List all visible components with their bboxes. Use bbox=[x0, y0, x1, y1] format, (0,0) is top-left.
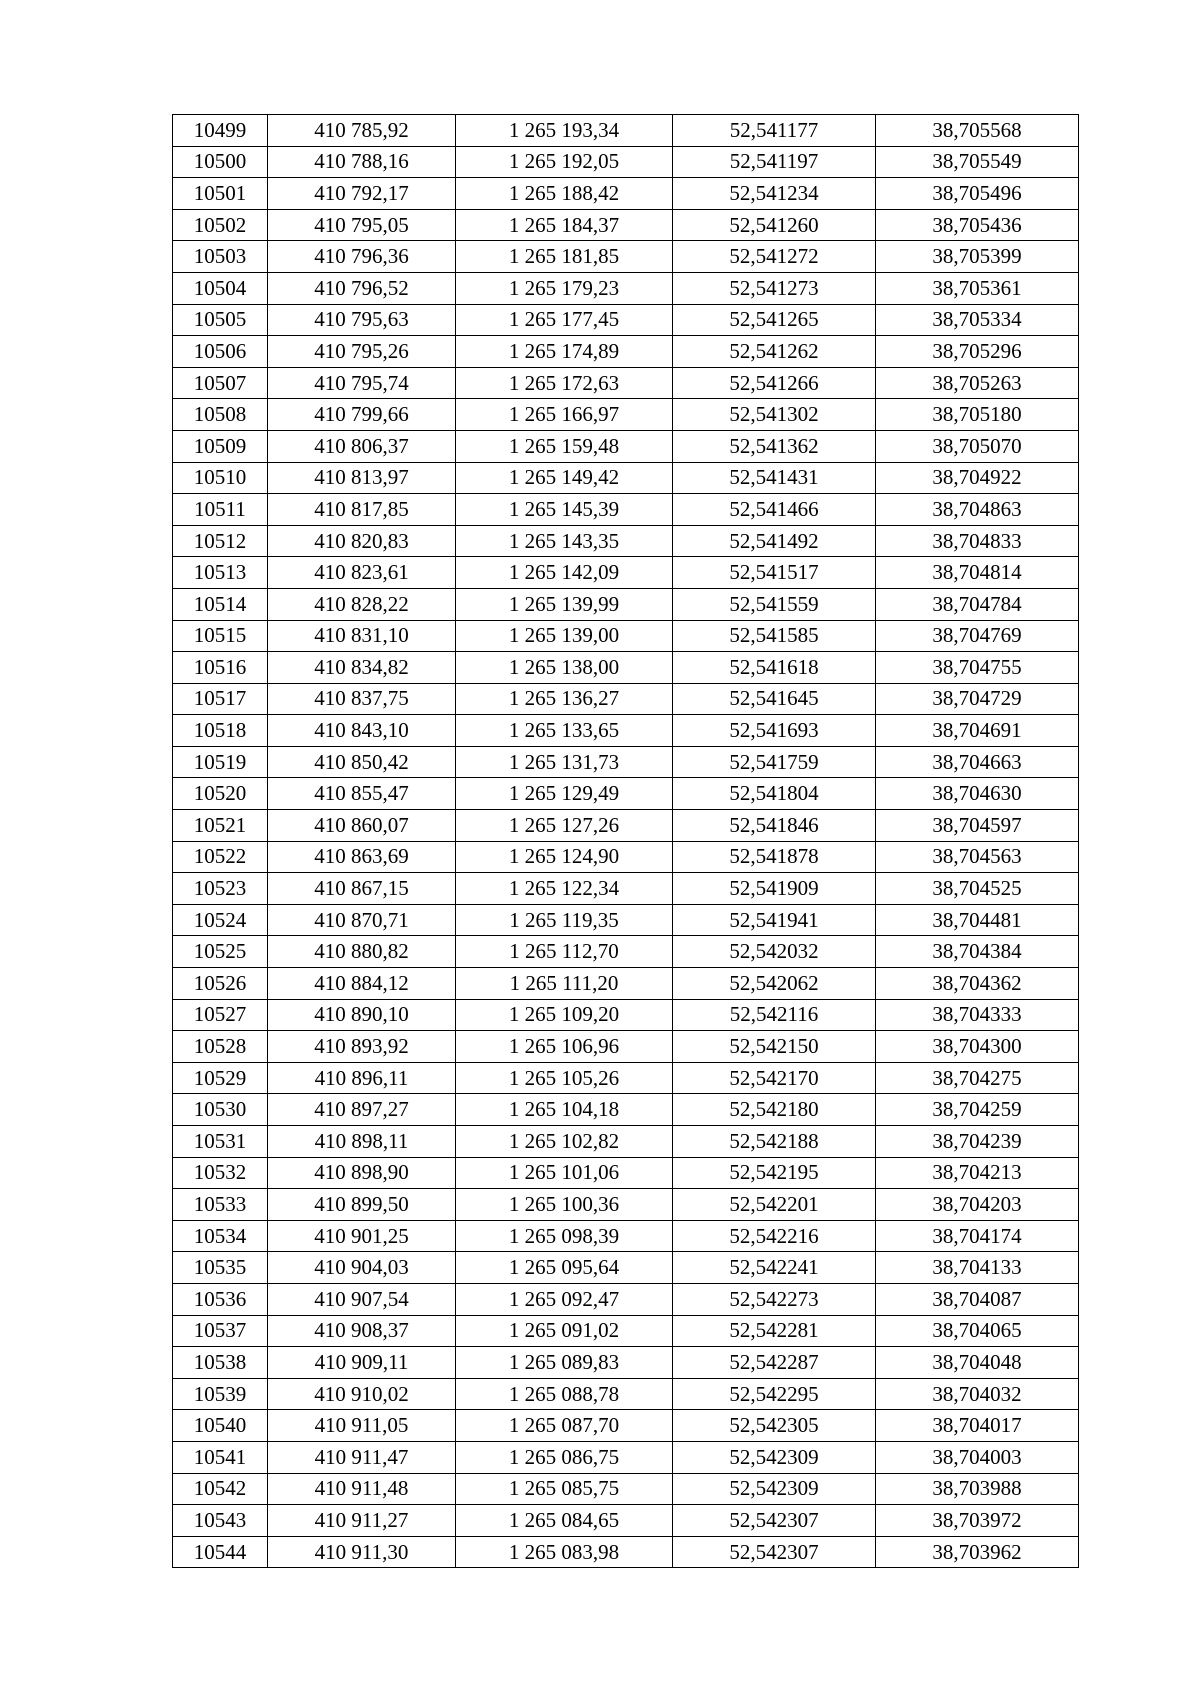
point-number-cell: 10523 bbox=[173, 873, 268, 905]
x-coordinate-cell: 410 899,50 bbox=[268, 1189, 456, 1221]
point-number-cell: 10508 bbox=[173, 399, 268, 431]
x-coordinate-cell: 410 795,05 bbox=[268, 209, 456, 241]
latitude-cell: 52,542309 bbox=[673, 1473, 876, 1505]
x-coordinate-cell: 410 863,69 bbox=[268, 841, 456, 873]
longitude-cell: 38,703972 bbox=[876, 1505, 1079, 1537]
table-row bbox=[173, 588, 1079, 620]
point-number-cell: 10532 bbox=[173, 1157, 268, 1189]
x-coordinate-cell: 410 911,27 bbox=[268, 1505, 456, 1537]
longitude-cell: 38,704814 bbox=[876, 557, 1079, 589]
y-coordinate-cell: 1 265 119,35 bbox=[456, 904, 673, 936]
point-number-cell: 10503 bbox=[173, 241, 268, 273]
x-coordinate-cell: 410 870,71 bbox=[268, 904, 456, 936]
y-coordinate-cell: 1 265 111,20 bbox=[456, 968, 673, 1000]
x-coordinate-cell: 410 911,47 bbox=[268, 1441, 456, 1473]
y-coordinate-cell: 1 265 133,65 bbox=[456, 715, 673, 747]
x-coordinate-cell: 410 837,75 bbox=[268, 683, 456, 715]
table-row bbox=[173, 999, 1079, 1031]
latitude-cell: 52,541466 bbox=[673, 494, 876, 526]
longitude-cell: 38,704729 bbox=[876, 683, 1079, 715]
point-number-cell: 10519 bbox=[173, 746, 268, 778]
y-coordinate-cell: 1 265 098,39 bbox=[456, 1220, 673, 1252]
table-row bbox=[173, 778, 1079, 810]
table-row bbox=[173, 715, 1079, 747]
longitude-cell: 38,704213 bbox=[876, 1157, 1079, 1189]
point-number-cell: 10522 bbox=[173, 841, 268, 873]
longitude-cell: 38,704863 bbox=[876, 494, 1079, 526]
x-coordinate-cell: 410 860,07 bbox=[268, 810, 456, 842]
latitude-cell: 52,541431 bbox=[673, 462, 876, 494]
latitude-cell: 52,542180 bbox=[673, 1094, 876, 1126]
table-row bbox=[173, 1189, 1079, 1221]
point-number-cell: 10534 bbox=[173, 1220, 268, 1252]
table-row bbox=[173, 1157, 1079, 1189]
longitude-cell: 38,704563 bbox=[876, 841, 1079, 873]
longitude-cell: 38,705496 bbox=[876, 178, 1079, 210]
x-coordinate-cell: 410 855,47 bbox=[268, 778, 456, 810]
longitude-cell: 38,704384 bbox=[876, 936, 1079, 968]
latitude-cell: 52,542188 bbox=[673, 1126, 876, 1158]
y-coordinate-cell: 1 265 083,98 bbox=[456, 1536, 673, 1568]
y-coordinate-cell: 1 265 109,20 bbox=[456, 999, 673, 1031]
longitude-cell: 38,704300 bbox=[876, 1031, 1079, 1063]
point-number-cell: 10515 bbox=[173, 620, 268, 652]
longitude-cell: 38,704755 bbox=[876, 652, 1079, 684]
y-coordinate-cell: 1 265 101,06 bbox=[456, 1157, 673, 1189]
latitude-cell: 52,541272 bbox=[673, 241, 876, 273]
longitude-cell: 38,704922 bbox=[876, 462, 1079, 494]
x-coordinate-cell: 410 796,52 bbox=[268, 272, 456, 304]
y-coordinate-cell: 1 265 188,42 bbox=[456, 178, 673, 210]
latitude-cell: 52,541804 bbox=[673, 778, 876, 810]
point-number-cell: 10514 bbox=[173, 588, 268, 620]
x-coordinate-cell: 410 909,11 bbox=[268, 1347, 456, 1379]
latitude-cell: 52,542287 bbox=[673, 1347, 876, 1379]
x-coordinate-cell: 410 831,10 bbox=[268, 620, 456, 652]
y-coordinate-cell: 1 265 104,18 bbox=[456, 1094, 673, 1126]
x-coordinate-cell: 410 884,12 bbox=[268, 968, 456, 1000]
latitude-cell: 52,542201 bbox=[673, 1189, 876, 1221]
latitude-cell: 52,541878 bbox=[673, 841, 876, 873]
x-coordinate-cell: 410 911,30 bbox=[268, 1536, 456, 1568]
latitude-cell: 52,542309 bbox=[673, 1441, 876, 1473]
longitude-cell: 38,704784 bbox=[876, 588, 1079, 620]
latitude-cell: 52,541618 bbox=[673, 652, 876, 684]
x-coordinate-cell: 410 907,54 bbox=[268, 1283, 456, 1315]
point-number-cell: 10504 bbox=[173, 272, 268, 304]
point-number-cell: 10543 bbox=[173, 1505, 268, 1537]
point-number-cell: 10529 bbox=[173, 1062, 268, 1094]
longitude-cell: 38,705070 bbox=[876, 430, 1079, 462]
point-number-cell: 10525 bbox=[173, 936, 268, 968]
point-number-cell: 10512 bbox=[173, 525, 268, 557]
y-coordinate-cell: 1 265 181,85 bbox=[456, 241, 673, 273]
point-number-cell: 10524 bbox=[173, 904, 268, 936]
latitude-cell: 52,541234 bbox=[673, 178, 876, 210]
x-coordinate-cell: 410 795,26 bbox=[268, 336, 456, 368]
latitude-cell: 52,541941 bbox=[673, 904, 876, 936]
table-row bbox=[173, 1062, 1079, 1094]
point-number-cell: 10544 bbox=[173, 1536, 268, 1568]
latitude-cell: 52,542305 bbox=[673, 1410, 876, 1442]
x-coordinate-cell: 410 867,15 bbox=[268, 873, 456, 905]
table-row bbox=[173, 115, 1079, 147]
y-coordinate-cell: 1 265 143,35 bbox=[456, 525, 673, 557]
longitude-cell: 38,704087 bbox=[876, 1283, 1079, 1315]
latitude-cell: 52,541260 bbox=[673, 209, 876, 241]
x-coordinate-cell: 410 795,74 bbox=[268, 367, 456, 399]
table-row bbox=[173, 1031, 1079, 1063]
latitude-cell: 52,541197 bbox=[673, 146, 876, 178]
point-number-cell: 10499 bbox=[173, 115, 268, 147]
longitude-cell: 38,704003 bbox=[876, 1441, 1079, 1473]
y-coordinate-cell: 1 265 086,75 bbox=[456, 1441, 673, 1473]
x-coordinate-cell: 410 806,37 bbox=[268, 430, 456, 462]
latitude-cell: 52,542281 bbox=[673, 1315, 876, 1347]
table-row bbox=[173, 178, 1079, 210]
table-row bbox=[173, 146, 1079, 178]
longitude-cell: 38,704663 bbox=[876, 746, 1079, 778]
coordinates-table bbox=[172, 114, 1079, 1568]
point-number-cell: 10539 bbox=[173, 1378, 268, 1410]
table-row bbox=[173, 1536, 1079, 1568]
longitude-cell: 38,704362 bbox=[876, 968, 1079, 1000]
x-coordinate-cell: 410 893,92 bbox=[268, 1031, 456, 1063]
latitude-cell: 52,541492 bbox=[673, 525, 876, 557]
y-coordinate-cell: 1 265 142,09 bbox=[456, 557, 673, 589]
longitude-cell: 38,703988 bbox=[876, 1473, 1079, 1505]
table-row bbox=[173, 367, 1079, 399]
latitude-cell: 52,541759 bbox=[673, 746, 876, 778]
x-coordinate-cell: 410 910,02 bbox=[268, 1378, 456, 1410]
point-number-cell: 10538 bbox=[173, 1347, 268, 1379]
point-number-cell: 10530 bbox=[173, 1094, 268, 1126]
longitude-cell: 38,705180 bbox=[876, 399, 1079, 431]
latitude-cell: 52,541265 bbox=[673, 304, 876, 336]
latitude-cell: 52,541645 bbox=[673, 683, 876, 715]
y-coordinate-cell: 1 265 136,27 bbox=[456, 683, 673, 715]
latitude-cell: 52,542150 bbox=[673, 1031, 876, 1063]
point-number-cell: 10516 bbox=[173, 652, 268, 684]
table-row bbox=[173, 1315, 1079, 1347]
longitude-cell: 38,704333 bbox=[876, 999, 1079, 1031]
table-row bbox=[173, 1505, 1079, 1537]
longitude-cell: 38,704525 bbox=[876, 873, 1079, 905]
y-coordinate-cell: 1 265 166,97 bbox=[456, 399, 673, 431]
x-coordinate-cell: 410 813,97 bbox=[268, 462, 456, 494]
y-coordinate-cell: 1 265 089,83 bbox=[456, 1347, 673, 1379]
x-coordinate-cell: 410 911,48 bbox=[268, 1473, 456, 1505]
y-coordinate-cell: 1 265 193,34 bbox=[456, 115, 673, 147]
table-row bbox=[173, 841, 1079, 873]
point-number-cell: 10502 bbox=[173, 209, 268, 241]
coordinates-table-body bbox=[173, 115, 1079, 1568]
point-number-cell: 10527 bbox=[173, 999, 268, 1031]
x-coordinate-cell: 410 828,22 bbox=[268, 588, 456, 620]
table-row bbox=[173, 1252, 1079, 1284]
x-coordinate-cell: 410 799,66 bbox=[268, 399, 456, 431]
latitude-cell: 52,541559 bbox=[673, 588, 876, 620]
longitude-cell: 38,705361 bbox=[876, 272, 1079, 304]
longitude-cell: 38,704691 bbox=[876, 715, 1079, 747]
longitude-cell: 38,704630 bbox=[876, 778, 1079, 810]
table-row bbox=[173, 1473, 1079, 1505]
y-coordinate-cell: 1 265 127,26 bbox=[456, 810, 673, 842]
latitude-cell: 52,542062 bbox=[673, 968, 876, 1000]
x-coordinate-cell: 410 901,25 bbox=[268, 1220, 456, 1252]
x-coordinate-cell: 410 820,83 bbox=[268, 525, 456, 557]
longitude-cell: 38,705263 bbox=[876, 367, 1079, 399]
latitude-cell: 52,541846 bbox=[673, 810, 876, 842]
y-coordinate-cell: 1 265 192,05 bbox=[456, 146, 673, 178]
latitude-cell: 52,542241 bbox=[673, 1252, 876, 1284]
latitude-cell: 52,541362 bbox=[673, 430, 876, 462]
longitude-cell: 38,705549 bbox=[876, 146, 1079, 178]
y-coordinate-cell: 1 265 092,47 bbox=[456, 1283, 673, 1315]
y-coordinate-cell: 1 265 174,89 bbox=[456, 336, 673, 368]
latitude-cell: 52,541177 bbox=[673, 115, 876, 147]
y-coordinate-cell: 1 265 139,99 bbox=[456, 588, 673, 620]
y-coordinate-cell: 1 265 088,78 bbox=[456, 1378, 673, 1410]
point-number-cell: 10542 bbox=[173, 1473, 268, 1505]
table-row bbox=[173, 1378, 1079, 1410]
longitude-cell: 38,704833 bbox=[876, 525, 1079, 557]
table-row bbox=[173, 399, 1079, 431]
table-row bbox=[173, 873, 1079, 905]
y-coordinate-cell: 1 265 106,96 bbox=[456, 1031, 673, 1063]
x-coordinate-cell: 410 904,03 bbox=[268, 1252, 456, 1284]
x-coordinate-cell: 410 795,63 bbox=[268, 304, 456, 336]
y-coordinate-cell: 1 265 102,82 bbox=[456, 1126, 673, 1158]
point-number-cell: 10517 bbox=[173, 683, 268, 715]
x-coordinate-cell: 410 823,61 bbox=[268, 557, 456, 589]
latitude-cell: 52,542116 bbox=[673, 999, 876, 1031]
x-coordinate-cell: 410 834,82 bbox=[268, 652, 456, 684]
latitude-cell: 52,541517 bbox=[673, 557, 876, 589]
table-row bbox=[173, 494, 1079, 526]
y-coordinate-cell: 1 265 129,49 bbox=[456, 778, 673, 810]
y-coordinate-cell: 1 265 131,73 bbox=[456, 746, 673, 778]
x-coordinate-cell: 410 908,37 bbox=[268, 1315, 456, 1347]
x-coordinate-cell: 410 817,85 bbox=[268, 494, 456, 526]
table-row bbox=[173, 1283, 1079, 1315]
point-number-cell: 10520 bbox=[173, 778, 268, 810]
x-coordinate-cell: 410 788,16 bbox=[268, 146, 456, 178]
table-row bbox=[173, 1126, 1079, 1158]
point-number-cell: 10500 bbox=[173, 146, 268, 178]
point-number-cell: 10513 bbox=[173, 557, 268, 589]
table-row bbox=[173, 746, 1079, 778]
point-number-cell: 10506 bbox=[173, 336, 268, 368]
y-coordinate-cell: 1 265 149,42 bbox=[456, 462, 673, 494]
table-row bbox=[173, 810, 1079, 842]
x-coordinate-cell: 410 890,10 bbox=[268, 999, 456, 1031]
y-coordinate-cell: 1 265 091,02 bbox=[456, 1315, 673, 1347]
point-number-cell: 10528 bbox=[173, 1031, 268, 1063]
longitude-cell: 38,704203 bbox=[876, 1189, 1079, 1221]
table-row bbox=[173, 683, 1079, 715]
table-row bbox=[173, 1094, 1079, 1126]
point-number-cell: 10533 bbox=[173, 1189, 268, 1221]
x-coordinate-cell: 410 898,90 bbox=[268, 1157, 456, 1189]
latitude-cell: 52,542295 bbox=[673, 1378, 876, 1410]
y-coordinate-cell: 1 265 087,70 bbox=[456, 1410, 673, 1442]
y-coordinate-cell: 1 265 159,48 bbox=[456, 430, 673, 462]
point-number-cell: 10501 bbox=[173, 178, 268, 210]
x-coordinate-cell: 410 796,36 bbox=[268, 241, 456, 273]
x-coordinate-cell: 410 897,27 bbox=[268, 1094, 456, 1126]
latitude-cell: 52,541273 bbox=[673, 272, 876, 304]
latitude-cell: 52,541302 bbox=[673, 399, 876, 431]
longitude-cell: 38,704769 bbox=[876, 620, 1079, 652]
longitude-cell: 38,704048 bbox=[876, 1347, 1079, 1379]
table-row bbox=[173, 1347, 1079, 1379]
latitude-cell: 52,541266 bbox=[673, 367, 876, 399]
longitude-cell: 38,704239 bbox=[876, 1126, 1079, 1158]
y-coordinate-cell: 1 265 172,63 bbox=[456, 367, 673, 399]
latitude-cell: 52,541262 bbox=[673, 336, 876, 368]
table-row bbox=[173, 525, 1079, 557]
x-coordinate-cell: 410 843,10 bbox=[268, 715, 456, 747]
y-coordinate-cell: 1 265 177,45 bbox=[456, 304, 673, 336]
longitude-cell: 38,704275 bbox=[876, 1062, 1079, 1094]
table-row bbox=[173, 304, 1079, 336]
point-number-cell: 10536 bbox=[173, 1283, 268, 1315]
y-coordinate-cell: 1 265 124,90 bbox=[456, 841, 673, 873]
longitude-cell: 38,705399 bbox=[876, 241, 1079, 273]
y-coordinate-cell: 1 265 179,23 bbox=[456, 272, 673, 304]
longitude-cell: 38,704597 bbox=[876, 810, 1079, 842]
y-coordinate-cell: 1 265 139,00 bbox=[456, 620, 673, 652]
latitude-cell: 52,541909 bbox=[673, 873, 876, 905]
table-row bbox=[173, 1410, 1079, 1442]
longitude-cell: 38,704133 bbox=[876, 1252, 1079, 1284]
y-coordinate-cell: 1 265 100,36 bbox=[456, 1189, 673, 1221]
point-number-cell: 10535 bbox=[173, 1252, 268, 1284]
y-coordinate-cell: 1 265 122,34 bbox=[456, 873, 673, 905]
x-coordinate-cell: 410 785,92 bbox=[268, 115, 456, 147]
table-row bbox=[173, 557, 1079, 589]
point-number-cell: 10511 bbox=[173, 494, 268, 526]
table-row bbox=[173, 241, 1079, 273]
table-row bbox=[173, 1220, 1079, 1252]
table-row bbox=[173, 968, 1079, 1000]
x-coordinate-cell: 410 896,11 bbox=[268, 1062, 456, 1094]
x-coordinate-cell: 410 850,42 bbox=[268, 746, 456, 778]
longitude-cell: 38,705568 bbox=[876, 115, 1079, 147]
longitude-cell: 38,704259 bbox=[876, 1094, 1079, 1126]
point-number-cell: 10531 bbox=[173, 1126, 268, 1158]
latitude-cell: 52,542170 bbox=[673, 1062, 876, 1094]
y-coordinate-cell: 1 265 184,37 bbox=[456, 209, 673, 241]
longitude-cell: 38,705296 bbox=[876, 336, 1079, 368]
x-coordinate-cell: 410 898,11 bbox=[268, 1126, 456, 1158]
table-row bbox=[173, 462, 1079, 494]
table-row bbox=[173, 209, 1079, 241]
latitude-cell: 52,542032 bbox=[673, 936, 876, 968]
table-row bbox=[173, 904, 1079, 936]
table-row bbox=[173, 336, 1079, 368]
latitude-cell: 52,542195 bbox=[673, 1157, 876, 1189]
x-coordinate-cell: 410 880,82 bbox=[268, 936, 456, 968]
point-number-cell: 10526 bbox=[173, 968, 268, 1000]
longitude-cell: 38,704032 bbox=[876, 1378, 1079, 1410]
y-coordinate-cell: 1 265 085,75 bbox=[456, 1473, 673, 1505]
longitude-cell: 38,704017 bbox=[876, 1410, 1079, 1442]
y-coordinate-cell: 1 265 112,70 bbox=[456, 936, 673, 968]
longitude-cell: 38,704481 bbox=[876, 904, 1079, 936]
latitude-cell: 52,542307 bbox=[673, 1536, 876, 1568]
point-number-cell: 10510 bbox=[173, 462, 268, 494]
y-coordinate-cell: 1 265 084,65 bbox=[456, 1505, 673, 1537]
latitude-cell: 52,541693 bbox=[673, 715, 876, 747]
table-row bbox=[173, 652, 1079, 684]
longitude-cell: 38,705436 bbox=[876, 209, 1079, 241]
point-number-cell: 10540 bbox=[173, 1410, 268, 1442]
point-number-cell: 10537 bbox=[173, 1315, 268, 1347]
longitude-cell: 38,704065 bbox=[876, 1315, 1079, 1347]
point-number-cell: 10507 bbox=[173, 367, 268, 399]
point-number-cell: 10518 bbox=[173, 715, 268, 747]
y-coordinate-cell: 1 265 105,26 bbox=[456, 1062, 673, 1094]
latitude-cell: 52,541585 bbox=[673, 620, 876, 652]
longitude-cell: 38,704174 bbox=[876, 1220, 1079, 1252]
point-number-cell: 10505 bbox=[173, 304, 268, 336]
x-coordinate-cell: 410 911,05 bbox=[268, 1410, 456, 1442]
point-number-cell: 10541 bbox=[173, 1441, 268, 1473]
latitude-cell: 52,542307 bbox=[673, 1505, 876, 1537]
y-coordinate-cell: 1 265 095,64 bbox=[456, 1252, 673, 1284]
table-row bbox=[173, 936, 1079, 968]
table-row bbox=[173, 620, 1079, 652]
latitude-cell: 52,542273 bbox=[673, 1283, 876, 1315]
point-number-cell: 10509 bbox=[173, 430, 268, 462]
latitude-cell: 52,542216 bbox=[673, 1220, 876, 1252]
x-coordinate-cell: 410 792,17 bbox=[268, 178, 456, 210]
table-row bbox=[173, 272, 1079, 304]
point-number-cell: 10521 bbox=[173, 810, 268, 842]
longitude-cell: 38,705334 bbox=[876, 304, 1079, 336]
y-coordinate-cell: 1 265 145,39 bbox=[456, 494, 673, 526]
table-row bbox=[173, 430, 1079, 462]
table-row bbox=[173, 1441, 1079, 1473]
y-coordinate-cell: 1 265 138,00 bbox=[456, 652, 673, 684]
longitude-cell: 38,703962 bbox=[876, 1536, 1079, 1568]
